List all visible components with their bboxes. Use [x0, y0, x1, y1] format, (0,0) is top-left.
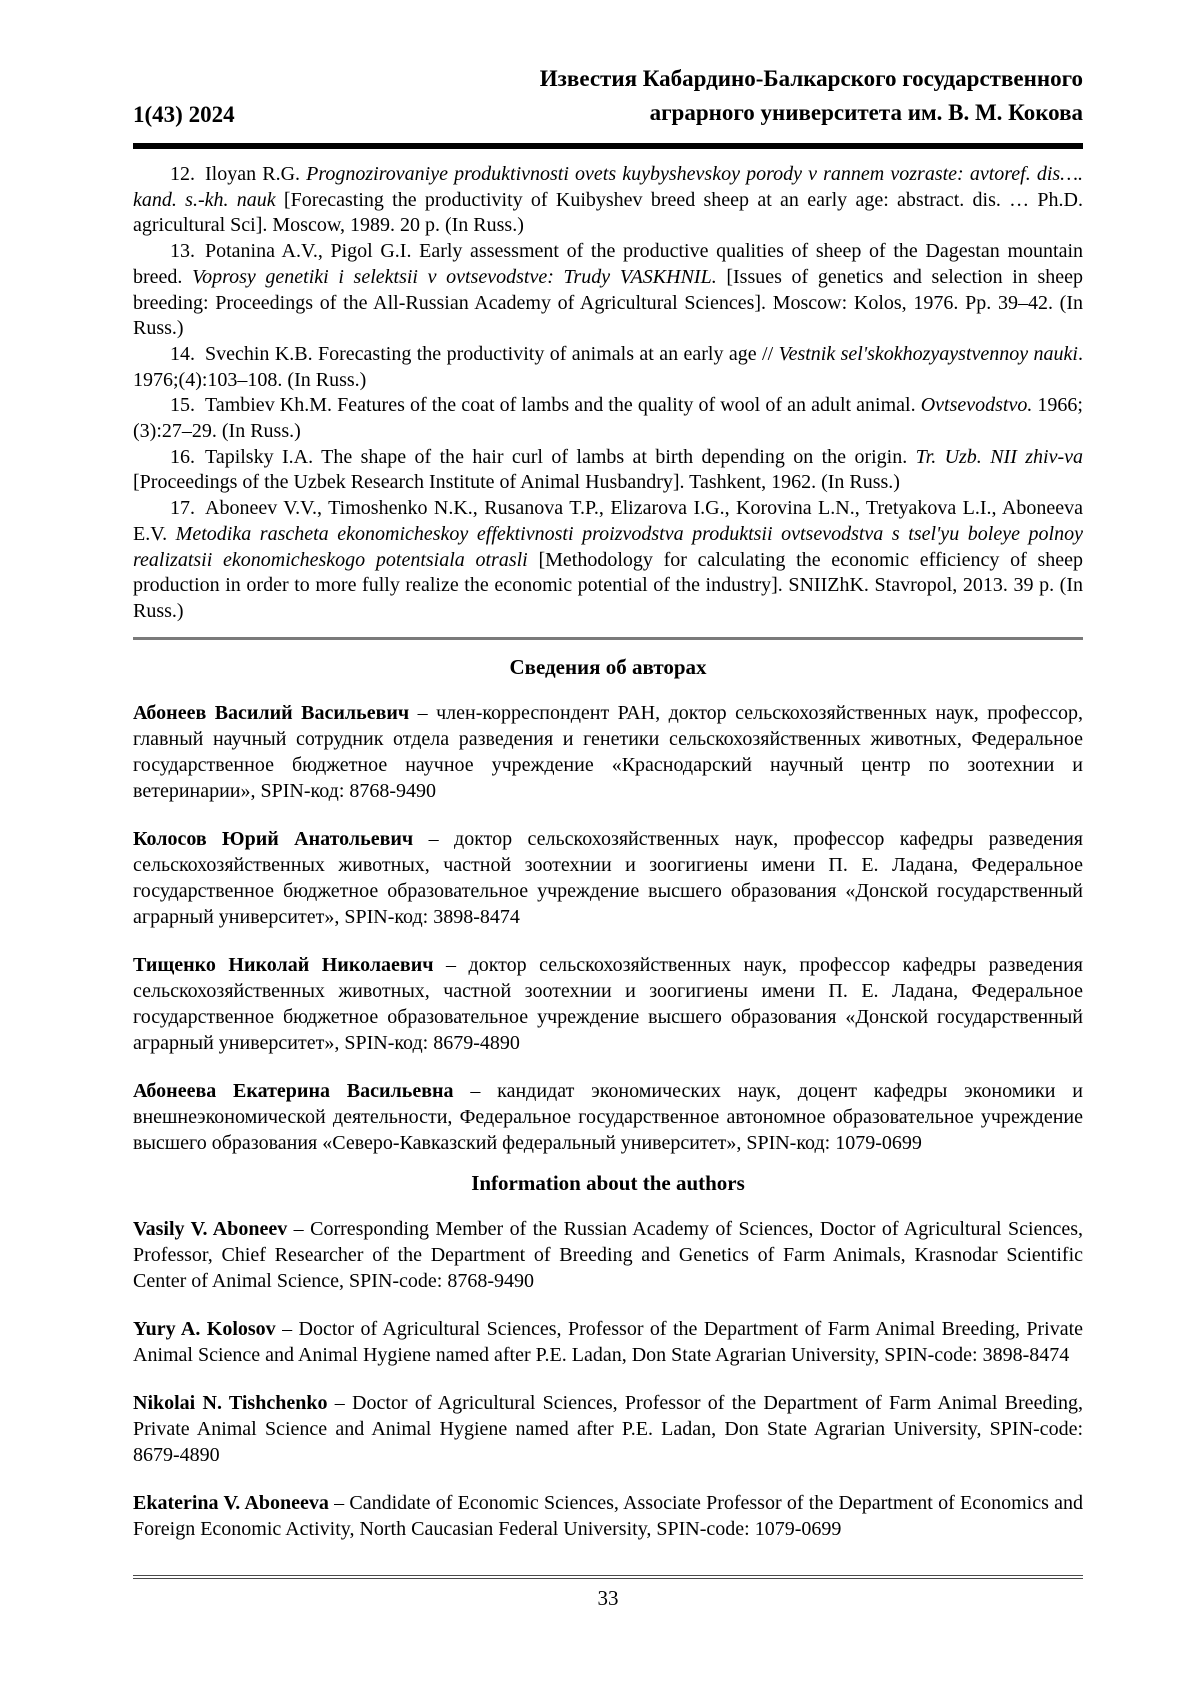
reference-text: . 1976;(4):103–108. (In Russ.) — [133, 342, 1083, 391]
author-name: Абонеева Екатерина Васильевна — [133, 1079, 454, 1102]
authors-ru-heading: Сведения об авторах — [509, 654, 707, 679]
reference-text: 16. Tapilsky I.A. The shape of the hair curl of lambs at birth depending on the origin. — [170, 445, 916, 468]
author-name: Yury A. Kolosov — [133, 1317, 276, 1340]
reference-source-italic: Metodika rascheta ekonomicheskoy effektivnosti proizvodstva produktsii ovtsevodstva s tsel'yu boleye polnoy realizatsii ekonomicheskogo potentsiala otrasli — [133, 522, 1083, 571]
journal-title — [540, 62, 1083, 130]
reference-item — [133, 496, 1083, 625]
reference-item — [133, 342, 1083, 393]
section-divider — [133, 637, 1083, 640]
author-paragraph: Тищенко Николай Николаевич – доктор сельскохозяйственных наук, профессор кафедры разведения сельскохозяйственных животных, частной зоотехнии и зоогигиены имени П. Е. Ладана, Федеральное государственное бюджетное образовательное учреждение высшего образования «Донской государственный аграрный университет», SPIN-код: 8679-4890 — [133, 953, 1083, 1054]
footer-rule — [133, 1575, 1083, 1579]
header-rule — [133, 143, 1083, 149]
reference-item — [133, 445, 1083, 496]
reference-item — [133, 393, 1083, 444]
page-footer — [133, 1575, 1083, 1611]
authors-en-section — [133, 1216, 1083, 1542]
reference-source-italic: Voprosy genetiki i selektsii v ovtsevodstve: Trudy VASKHNIL. — [192, 265, 727, 288]
author-paragraph: Колосов Юрий Анатольевич – доктор сельскохозяйственных наук, профессор кафедры разведения сельскохозяйственных животных, частной зоотехнии и зоогигиены имени П. Е. Ладана, Федеральное государственное бюджетное образовательное учреждение высшего образования «Донской государственный аграрный университет», SPIN-код: 3898-8474 — [133, 827, 1083, 928]
author-name: Nikolai N. Tishchenko — [133, 1391, 328, 1414]
author-paragraph: Vasily V. Aboneev – Corresponding Member of the Russian Academy of Sciences, Doctor of Agricultural Sciences, Professor, Chief Researcher of the Department of Breeding and Genetics of Farm Animals, Krasnodar Scientific Center of Animal Science, SPIN-code: 8768-9490 — [133, 1217, 1083, 1292]
journal-issue: 1(43) 2024 — [133, 102, 235, 127]
journal-title-line2: аграрного университета им. В. М. Кокова — [649, 100, 1083, 125]
reference-text: 1966;(3):27–29. (In Russ.) — [133, 394, 1083, 443]
reference-item — [133, 162, 1083, 239]
author-paragraph: Yury A. Kolosov – Doctor of Agricultural Sciences, Professor of the Department of Farm Animal Breeding, Private Animal Science and Animal Hygiene named after P.E. Ladan, Don State Agrarian University, SPIN-code: 3898-8474 — [133, 1317, 1084, 1366]
page-number: 33 — [597, 1586, 619, 1610]
authors-ru-section — [133, 700, 1083, 1156]
journal-title-line1: Известия Кабардино-Балкарского государственного — [539, 66, 1083, 91]
reference-source-italic: Ovtsevodstvo. — [920, 394, 1038, 417]
reference-text: [Forecasting the productivity of Kuibyshev breed sheep at an early age: abstract. dis. … Ph.D. agricultural Sci]. Moscow, 1989. 20 p. (In Russ.) — [133, 188, 1083, 237]
author-name: Ekaterina V. Aboneeva — [133, 1491, 329, 1514]
author-paragraph: Абонеева Екатерина Васильевна – кандидат экономических наук, доцент кафедры экономики и внешнеэкономической деятельности, Федеральное государственное автономное образовательное учреждение высшего образования «Северо-Кавказский федеральный университет», SPIN-код: 1079-0699 — [133, 1079, 1083, 1154]
author-paragraph: Nikolai N. Tishchenko – Doctor of Agricultural Sciences, Professor of the Department of Farm Animal Breeding, Private Animal Science and Animal Hygiene named after P.E. Ladan, Don State Agrarian University, SPIN-code: 8679-4890 — [133, 1391, 1083, 1466]
author-name: Колосов Юрий Анатольевич — [133, 827, 414, 850]
reference-text: 13. Potanina A.V., Pigol G.I. Early assessment of the productive qualities of sheep of the Dagestan mountain breed. — [133, 240, 1083, 288]
author-paragraph: Абонеев Василий Васильевич – член-корреспондент РАН, доктор сельскохозяйственных наук, профессор, главный научный сотрудник отдела разведения и генетики сельскохозяйственных животных, Федеральное государственное бюджетное научное учреждение «Краснодарский научный центр по зоотехнии и ветеринарии», SPIN-код: 8768-9490 — [133, 701, 1083, 802]
authors-en-heading: Information about the authors — [471, 1170, 745, 1195]
author-name: Тищенко Николай Николаевич — [133, 953, 434, 976]
reference-text: 15. Tambiev Kh.M. Features of the coat of lambs and the quality of wool of an adult animal. — [170, 394, 921, 417]
reference-source-italic: Vestnik sel'skokhozyaystvennoy nauki — [778, 342, 1078, 365]
author-paragraph: Ekaterina V. Aboneeva – Candidate of Economic Sciences, Associate Professor of the Department of Economics and Foreign Economic Activity, North Caucasian Federal University, SPIN-code: 1079-0699 — [133, 1491, 1084, 1540]
reference-text: [Issues of genetics and selection in sheep breeding: Proceedings of the All-Russian Academy of Agricultural Sciences]. Moscow: Kolos, 1976. Pp. 39–42. (In Russ.) — [133, 265, 1083, 340]
reference-text: 17. Aboneev V.V., Timoshenko N.K., Rusanova T.P., Elizarova I.G., Korovina L.N., Tretyakova L.I., Aboneeva E.V. — [133, 497, 1083, 545]
reference-item — [133, 239, 1083, 342]
author-name: Vasily V. Aboneev — [133, 1217, 288, 1240]
reference-text: [Proceedings of the Uzbek Research Institute of Animal Husbandry]. Tashkent, 1962. (In Russ.) — [133, 471, 900, 494]
author-name: Абонеев Василий Васильевич — [133, 701, 410, 724]
reference-text: 14. Svechin K.B. Forecasting the productivity of animals at an early age // — [170, 342, 779, 365]
reference-source-italic: Tr. Uzb. NII zhiv-va — [915, 445, 1083, 468]
reference-text: 12. Iloyan R.G. — [170, 163, 307, 185]
reference-source-italic: Prognozirovaniye produktivnosti ovets kuybyshevskoy porody v rannem vozraste: avtoref. dis…. kand. s.-kh. nauk — [133, 163, 1083, 211]
reference-text: [Methodology for calculating the economic efficiency of sheep production in order to more fully realize the economic potential of the industry]. SNIIZhK. Stavropol, 2013. 39 p. (In Russ.) — [133, 548, 1083, 622]
page-header — [133, 62, 1083, 130]
references-list — [133, 162, 1083, 625]
